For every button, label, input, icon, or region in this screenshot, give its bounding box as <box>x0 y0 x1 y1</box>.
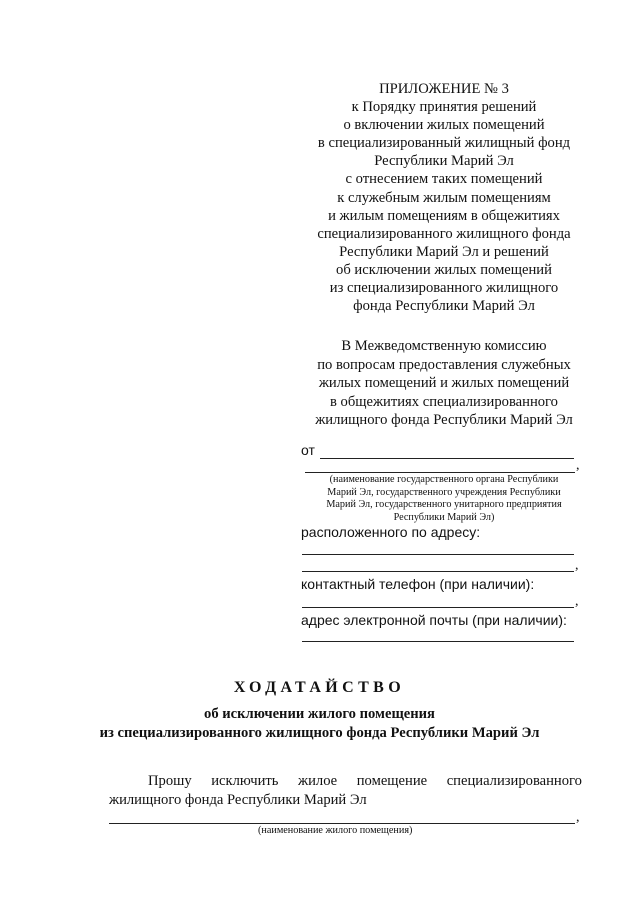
appendix-line: в специализированный жилищный фонд <box>317 135 571 152</box>
address-field-line[interactable] <box>302 554 574 555</box>
petition-body-line-2: жилищного фонда Республики Марий Эл <box>109 792 367 808</box>
organization-hint <box>300 474 588 524</box>
phone-label: контактный телефон (при наличии): <box>301 576 535 592</box>
appendix-title: ПРИЛОЖЕНИЕ № 3 <box>379 81 509 97</box>
appendix-line: Республики Марий Эл <box>374 153 514 170</box>
addressee-line: по вопросам предоставления служебных <box>317 356 571 373</box>
petition-subtitle: об исключении жилого помещения <box>204 706 435 722</box>
addressee-line: В Межведомственную комиссию <box>341 338 547 354</box>
email-label: адрес электронной почты (при наличии): <box>301 612 567 628</box>
premises-field-line[interactable] <box>109 823 575 824</box>
petition-title: ХОДАТАЙСТВО <box>233 679 406 696</box>
email-field-line[interactable] <box>302 641 574 642</box>
appendix-line: к Порядку принятия решений <box>351 99 537 116</box>
appendix-line: с отнесением таких помещений <box>345 171 543 188</box>
comma: , <box>576 810 580 825</box>
address-label: расположенного по адресу: <box>301 524 481 540</box>
address-field-line-2[interactable] <box>302 571 574 572</box>
appendix-line: фонда Республики Марий Эл <box>353 298 535 315</box>
hint-line: Марий Эл, государственного учреждения Республики <box>327 486 561 498</box>
petition-body-line <box>148 773 582 790</box>
addressee-block <box>300 337 588 430</box>
body-word: жилое <box>298 773 338 789</box>
from-label: от <box>301 442 315 458</box>
appendix-line: об исключении жилых помещений <box>336 261 552 278</box>
comma: , <box>575 594 579 609</box>
hint-line: Республики Марий Эл) <box>393 511 495 523</box>
premises-hint: (наименование жилого помещения) <box>258 825 413 836</box>
comma: , <box>576 458 580 473</box>
hint-line: Марий Эл, государственного унитарного предприятия <box>326 499 562 511</box>
addressee-line: жилых помещений и жилых помещений <box>318 375 570 392</box>
appendix-line: и жилым помещениям в общежитиях <box>328 207 560 224</box>
appendix-line: специализированного жилищного фонда <box>317 225 571 242</box>
body-word: помещение <box>356 773 428 789</box>
appendix-line: Республики Марий Эл и решений <box>339 243 549 260</box>
addressee-line: жилищного фонда Республики Марий Эл <box>315 412 573 429</box>
body-word: специализированного <box>446 773 582 789</box>
appendix-line: из специализированного жилищного <box>329 280 559 297</box>
phone-field-line[interactable] <box>302 607 574 608</box>
from-field-line-2[interactable] <box>305 472 575 473</box>
from-field-line[interactable] <box>320 458 574 459</box>
comma: , <box>575 558 579 573</box>
appendix-header <box>300 80 588 315</box>
appendix-line: к служебным жилым помещениям <box>337 189 551 206</box>
appendix-line: о включении жилых помещений <box>343 117 545 134</box>
body-word: Прошу <box>148 773 192 789</box>
body-word: исключить <box>211 773 279 789</box>
addressee-line: в общежитиях специализированного <box>330 393 558 410</box>
petition-subtitle: из специализированного жилищного фонда Республики Марий Эл <box>99 725 540 741</box>
hint-line: (наименование государственного органа Республики <box>329 474 559 485</box>
